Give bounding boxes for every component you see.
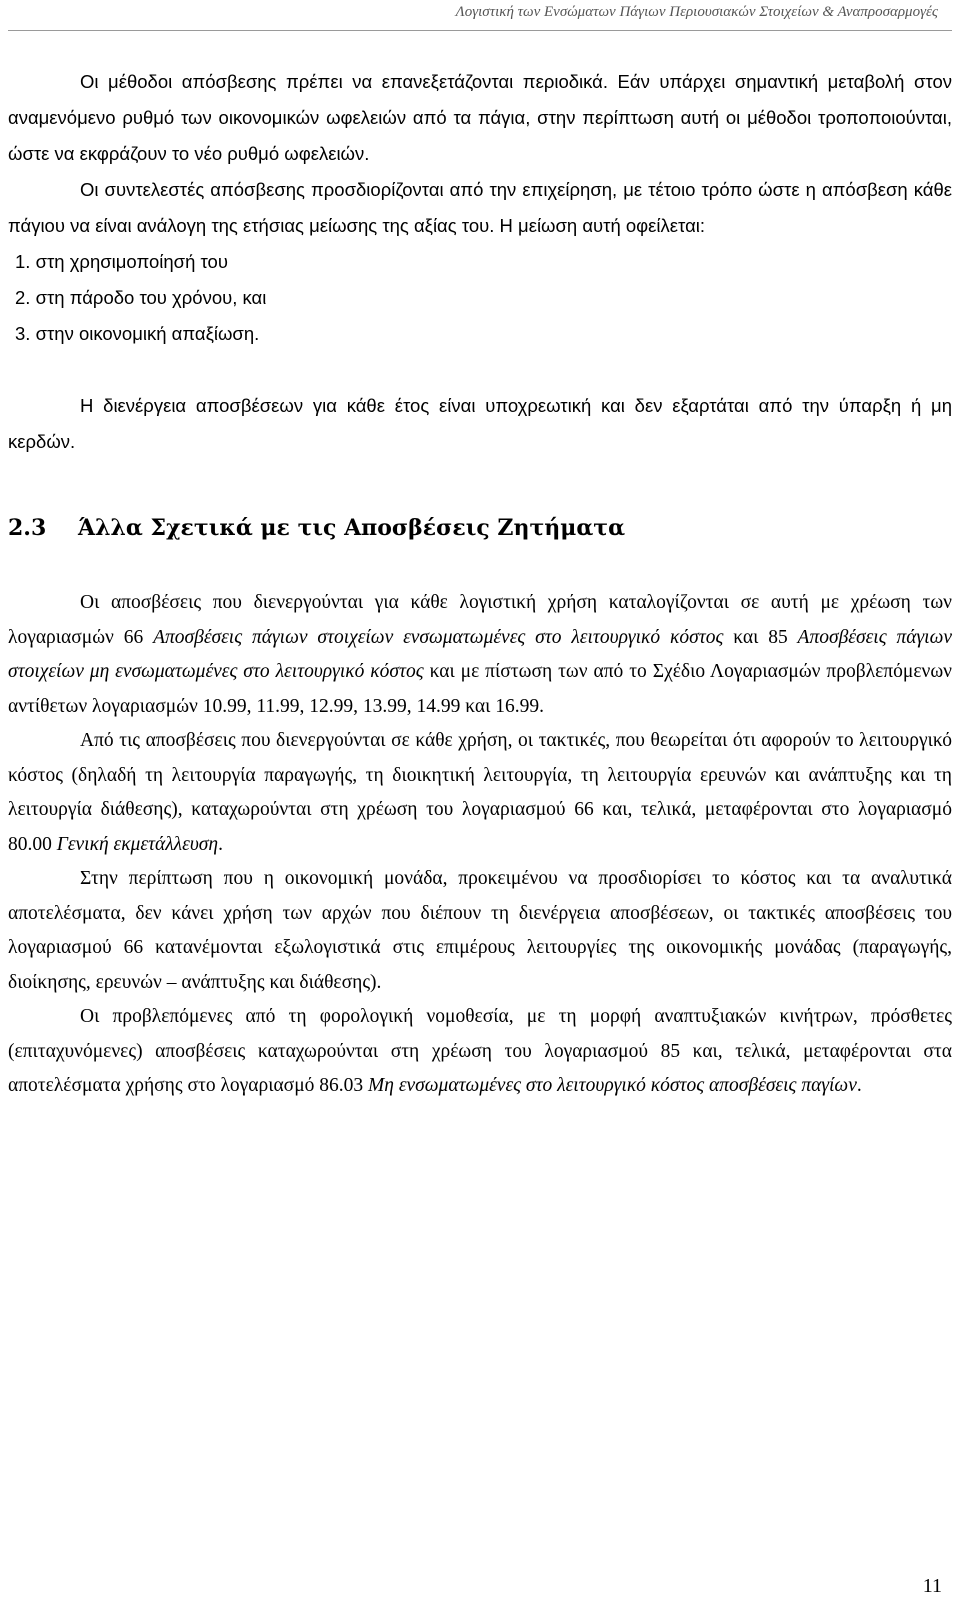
section-heading (8, 515, 625, 541)
running-header: Λογιστική των Ενσώματων Πάγιων Περιουσιακών Στοιχείων & Αναπροσαρμογές (455, 4, 938, 20)
list-item: 2. στη πάροδο του χρόνου, και (15, 287, 267, 308)
section-number: 2.3 (8, 515, 47, 541)
text-run: και με πίστωση των από το Σχέδιο Λογαριασμών προβλεπόμενων αντίθετων λογαριασμών 10.99, 11.99, 12.99, 13.99, 14.99 και 16.99. (8, 661, 952, 717)
paragraph-tax-depreciation (8, 1000, 952, 1104)
text-run: και 85 (723, 626, 798, 648)
paragraph-accounts-66-85 (8, 586, 952, 724)
header-divider (8, 30, 952, 31)
section-depreciation-methods (8, 64, 952, 352)
reduction-causes-list (8, 244, 952, 352)
paragraph-mandatory: Η διενέργεια αποσβέσεων για κάθε έτος είναι υποχρεωτική και δεν εξαρτάται από την ύπαρξη ή μη κερδών. (8, 395, 952, 452)
paragraph-methods-review: Οι μέθοδοι απόσβεσης πρέπει να επανεξετάζονται περιοδικά. Εάν υπάρχει σημαντική μεταβολή στον αναμενόμενο ρυθμό των οικονομικών ωφελειών από τα πάγια, στην περίπτωση αυτή οι μέθοδοι τροποποιούνται, ώστε να εκφράζουν το νέο ρυθμό ωφελειών. (8, 71, 952, 164)
section-other-issues (8, 586, 952, 1104)
text-run: . (218, 833, 223, 855)
italic-run: Αποσβέσεις πάγιων στοιχείων ενσωματωμένες στο λειτουργικό κόστος (153, 626, 724, 648)
paragraph-cost-allocation: Στην περίπτωση που η οικονομική μονάδα, προκειμένου να προσδιορίσει το κόστος και τα αναλυτικά αποτελέσματα, δεν κάνει χρήση των αρχών που διέπουν τη διενέργεια αποσβέσεων, οι τακτικές αποσβέσεις του λογαριασμού 66 κατανέμονται εξωλογιστικά στις επιμέρους λειτουργίες της οικονομικής μονάδας (παραγωγής, διοίκησης, ερευνών – ανάπτυξης και διάθεσης). (8, 868, 952, 993)
paragraph-regular-depreciation (8, 724, 952, 862)
list-item: 3. στην οικονομική απαξίωση. (15, 323, 260, 344)
section-title: Άλλα Σχετικά με τις Αποσβέσεις Ζητήματα (78, 515, 626, 541)
italic-run: Μη ενσωματωμένες στο λειτουργικό κόστος αποσβέσεις παγίων (368, 1075, 857, 1096)
italic-run: Γενική εκμετάλλευση (56, 833, 219, 855)
page-number: 11 (922, 1575, 942, 1597)
list-item: 1. στη χρησιμοποίησή του (15, 251, 228, 272)
text-run: . (856, 1075, 862, 1096)
paragraph-depreciation-rates: Οι συντελεστές απόσβεσης προσδιορίζονται από την επιχείρηση, με τέτοιο τρόπο ώστε η απόσβεση κάθε πάγιου να είναι ανάλογη της ετήσιας μείωσης της αξίας του. Η μείωση αυτή οφείλεται: (8, 179, 952, 236)
section-mandatory-depreciation (8, 388, 952, 460)
text-run: Οι αποσβέσεις που διενεργούνται για κάθε λογιστική χρήση καταλογίζονται σε αυτή με χρέωση των λογαριασμών 66 (8, 592, 952, 648)
italic-run: Αποσβέσεις πάγιων στοιχείων μη ενσωματωμένες στο λειτουργικό κόστος (8, 626, 953, 682)
text-run: Από τις αποσβέσεις που διενεργούνται σε κάθε χρήση, οι τακτικές, που θεωρείται ότι αφορούν το λειτουργικό κόστος (δηλαδή τη λειτουργία παραγωγής, τη διοικητική λειτουργία, τη λειτουργία ερευνών και ανάπτυξης και τη λειτουργία διάθεσης), καταχωρούνται στη χρέωση του λογαριασμού 66 και, τελικά, μεταφέρονται στο λογαριασμό 80.00 (8, 730, 952, 855)
text-run: Οι προβλεπόμενες από τη φορολογική νομοθεσία, με τη μορφή αναπτυξιακών κινήτρων, πρόσθετες (επιταχυνόμενες) αποσβέσεις καταχωρούνται στη χρέωση του λογαριασμού 85 και, τελικά, μεταφέρονται στα αποτελέσματα χρήσης στο λογαριασμό 86.03 (8, 1006, 952, 1096)
